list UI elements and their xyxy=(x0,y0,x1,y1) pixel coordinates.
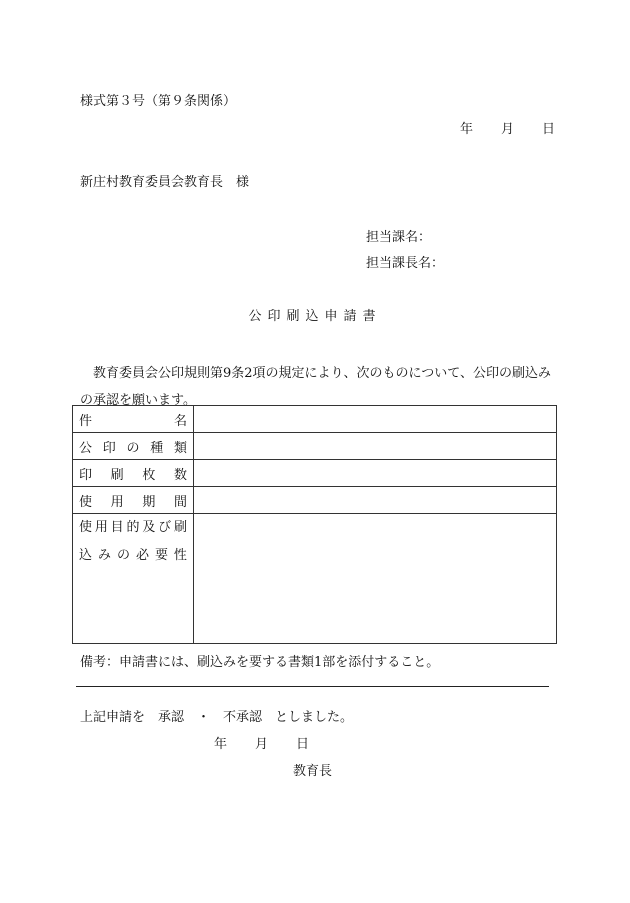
row-label xyxy=(73,460,194,487)
table-row xyxy=(73,460,557,487)
date-day: 日 xyxy=(542,122,556,137)
label-justified xyxy=(79,437,187,456)
label-justified xyxy=(79,410,187,429)
label-char: 及 xyxy=(142,520,156,535)
label-char: 名 xyxy=(173,413,187,429)
seal-type-field[interactable] xyxy=(194,433,557,460)
purpose-field[interactable] xyxy=(194,514,557,644)
label-char: 使 xyxy=(79,520,93,535)
label-char: 期 xyxy=(142,494,156,510)
label-char: 込 xyxy=(79,548,93,563)
table-row xyxy=(73,487,557,514)
table-row xyxy=(73,514,557,644)
label-justified xyxy=(79,464,187,483)
label-char: 用 xyxy=(110,494,124,510)
label-char: 印 xyxy=(102,440,116,456)
label-char: 件 xyxy=(79,413,93,429)
label-char: 使 xyxy=(79,494,93,510)
usage-period-field[interactable] xyxy=(194,487,557,514)
label-char: 数 xyxy=(173,467,187,483)
label-char: 公 xyxy=(79,440,93,456)
date-month: 月 xyxy=(501,122,515,137)
date-month: 月 xyxy=(255,737,269,752)
label-char: 枚 xyxy=(142,467,156,483)
table-row xyxy=(73,433,557,460)
approval-date xyxy=(214,737,309,753)
label-char: 刷 xyxy=(110,467,124,483)
date-year: 年 xyxy=(460,122,474,137)
department-label: 担当課名： xyxy=(366,230,432,245)
row-label xyxy=(73,487,194,514)
label-char: 目 xyxy=(110,520,124,535)
divider-line xyxy=(76,686,549,687)
label-char: 必 xyxy=(135,548,149,563)
approval-result: 上記申請を 承認 ・ 不承認 としました。 xyxy=(80,710,354,725)
label-char: み xyxy=(97,548,111,563)
department-head-label: 担当課長名： xyxy=(366,256,445,271)
label-char: 的 xyxy=(126,520,140,535)
label-char: の xyxy=(116,548,130,563)
document-title: 公印刷込申請書 xyxy=(248,309,382,324)
form-number: 様式第３号（第９条関係） xyxy=(80,94,237,109)
purpose-label xyxy=(73,514,194,644)
label-char: 種 xyxy=(150,440,164,456)
label-char: 性 xyxy=(173,548,187,563)
table-row xyxy=(73,406,557,433)
print-count-field[interactable] xyxy=(194,460,557,487)
label-justified xyxy=(79,514,187,542)
label-char: の xyxy=(126,440,140,456)
remarks: 備考：申請書には、刷込みを要する書類1部を添付すること。 xyxy=(80,655,440,670)
subject-field[interactable] xyxy=(194,406,557,433)
superintendent-signature: 教育長 xyxy=(293,764,333,779)
label-justified xyxy=(79,542,187,570)
label-char: 間 xyxy=(173,494,187,510)
date-year: 年 xyxy=(214,737,228,752)
label-char: 類 xyxy=(173,440,187,456)
submission-date xyxy=(460,122,555,138)
date-day: 日 xyxy=(296,737,310,752)
label-char: 印 xyxy=(79,467,93,483)
label-char: 要 xyxy=(154,548,168,563)
label-justified xyxy=(79,491,187,510)
label-char: び xyxy=(158,520,172,535)
row-label xyxy=(73,406,194,433)
label-char: 用 xyxy=(94,520,108,535)
label-char: 刷 xyxy=(173,520,187,535)
request-body: 教育委員会公印規則第9条2項の規定により、次のものについて、公印の刷込みの承認を願います。 xyxy=(80,366,552,408)
addressee: 新庄村教育委員会教育長 様 xyxy=(80,175,250,190)
application-table xyxy=(72,405,557,644)
row-label xyxy=(73,433,194,460)
